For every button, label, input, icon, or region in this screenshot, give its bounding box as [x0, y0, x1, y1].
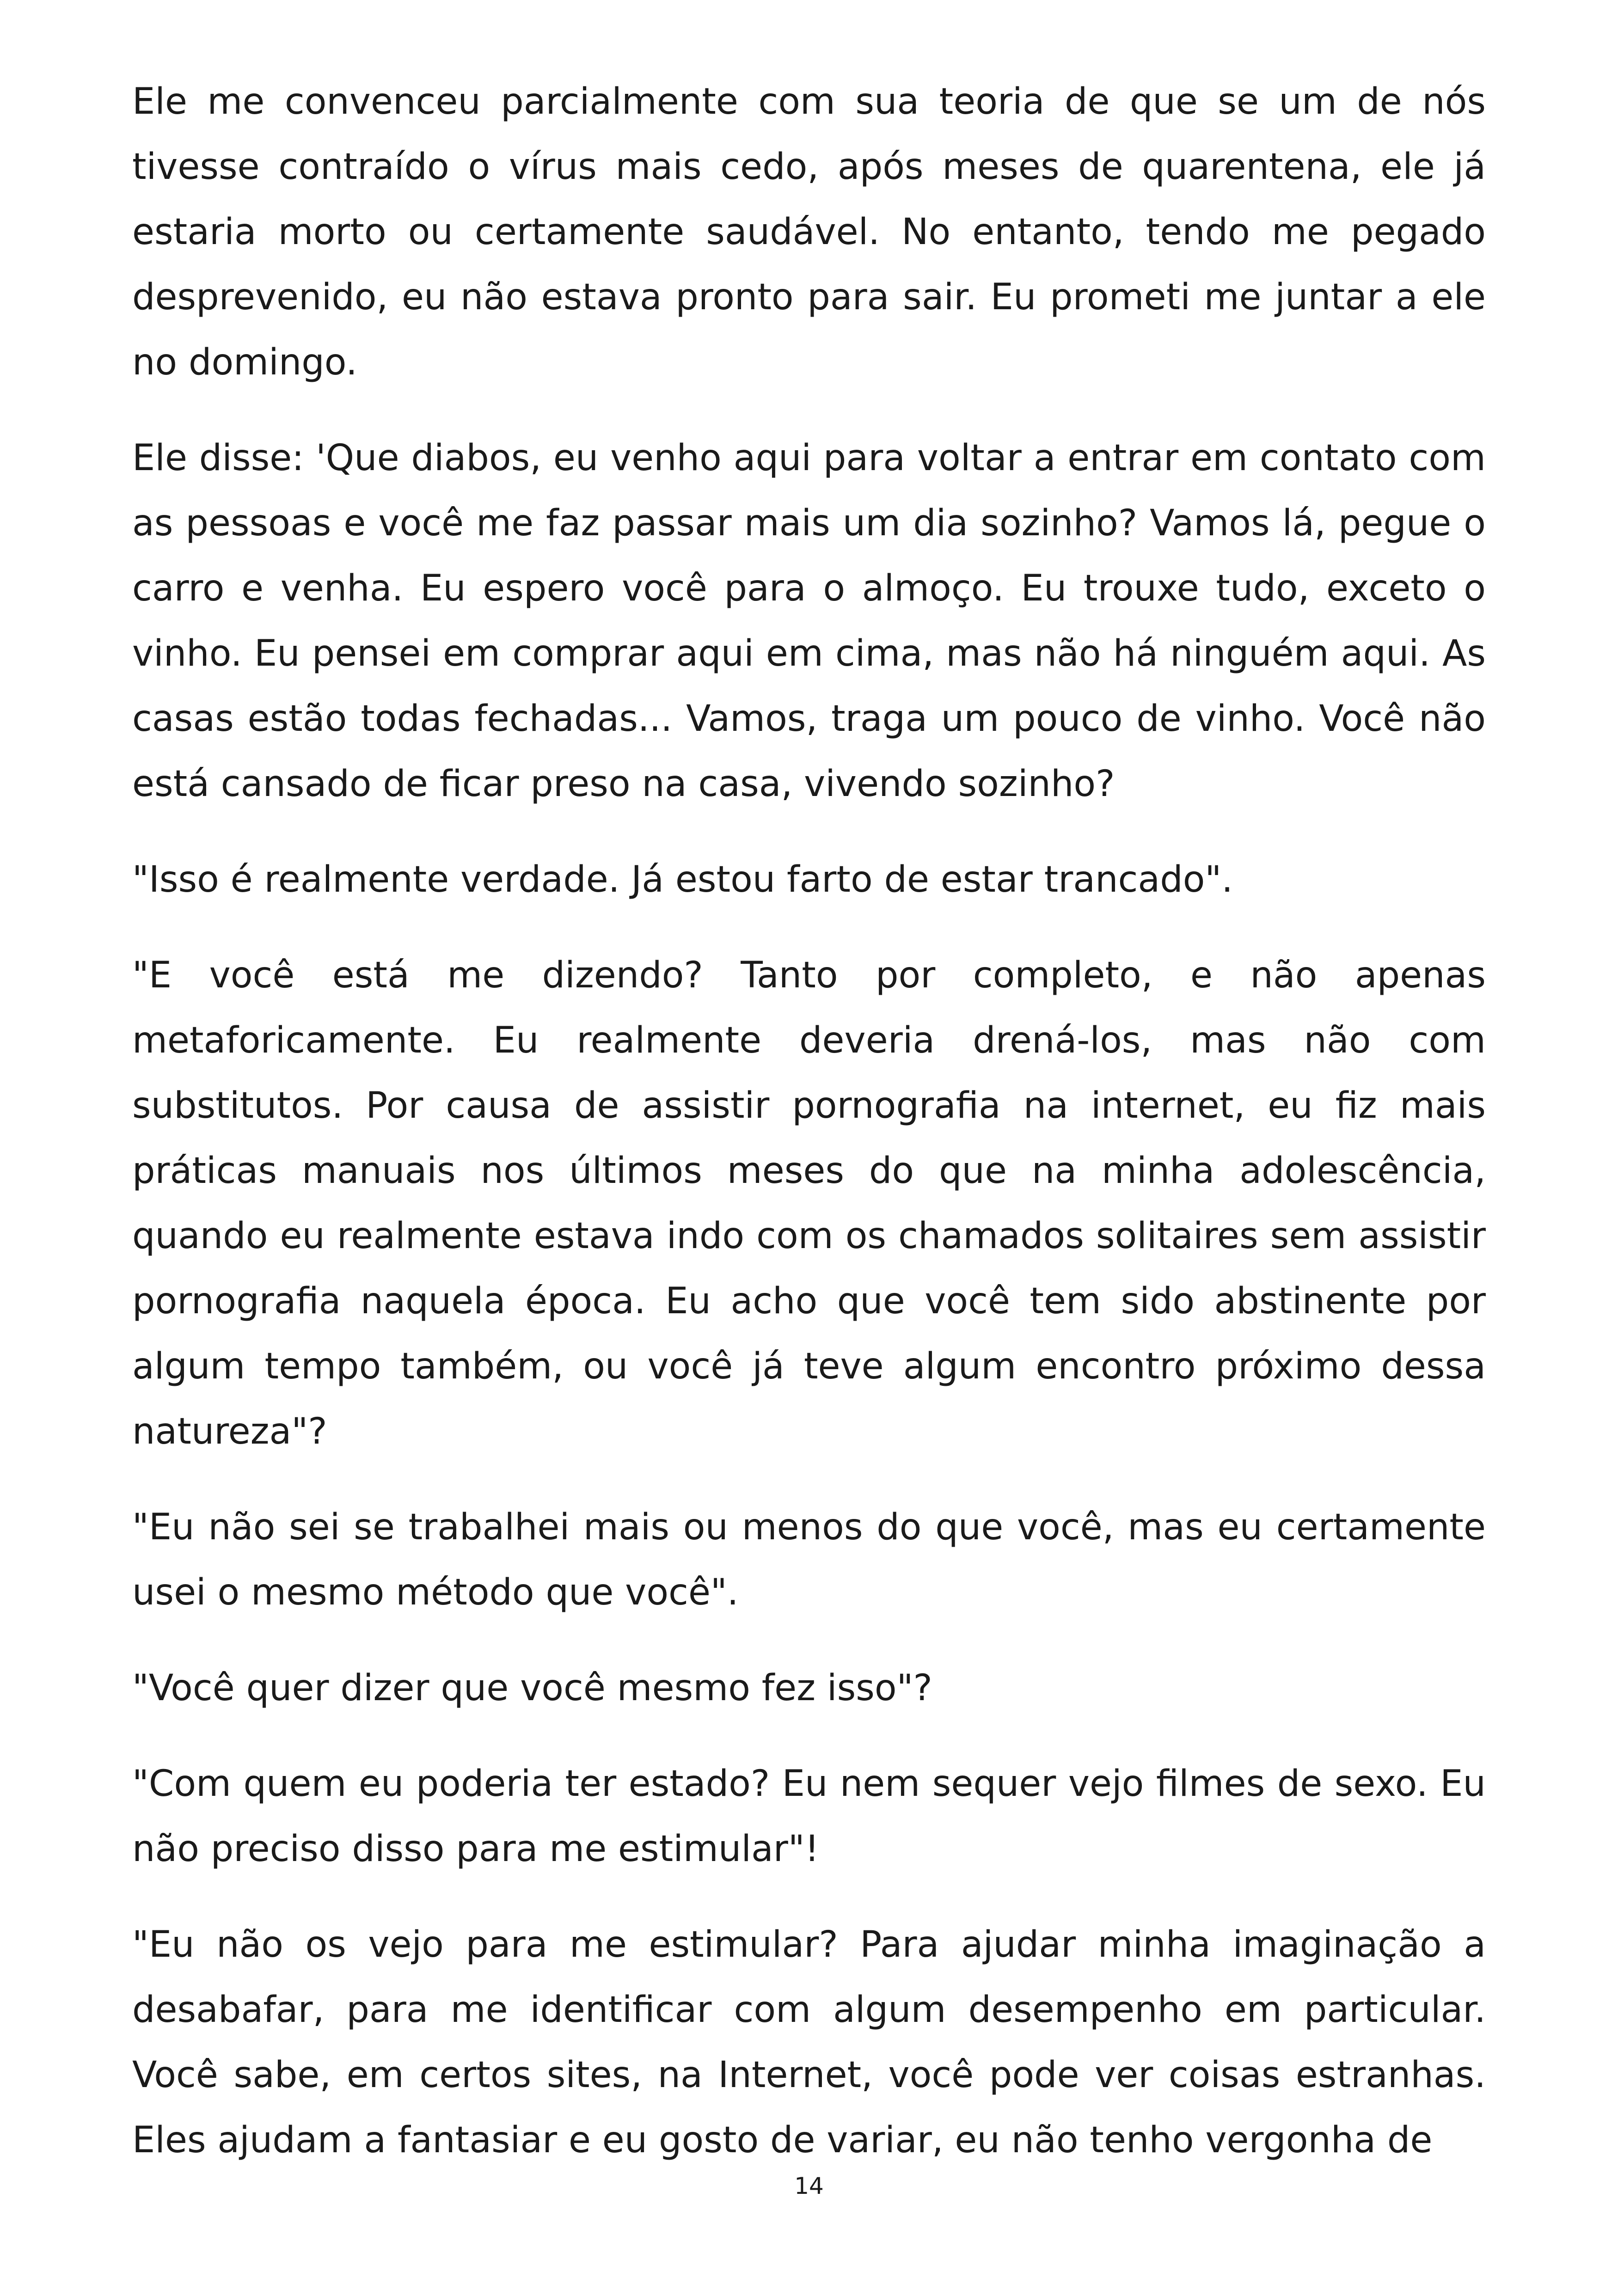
paragraph: "Isso é realmente verdade. Já estou farto de estar trancado". [132, 859, 1233, 900]
page-number: 14 [794, 2173, 824, 2199]
paragraph: "Eu não sei se trabalhei mais ou menos do que você, mas eu certamente usei o mesmo método que você". [132, 1506, 1486, 1613]
body-text [132, 69, 1486, 2204]
paragraph: "Você quer dizer que você mesmo fez isso"? [132, 1667, 932, 1709]
paragraph: "Com quem eu poderia ter estado? Eu nem sequer vejo filmes de sexo. Eu não preciso disso para me estimular"! [132, 1763, 1486, 1870]
paragraph: Ele me convenceu parcialmente com sua teoria de que se um de nós tivesse contraído o vírus mais cedo, após meses de quarentena, ele já estaria morto ou certamente saudável. No entanto, tendo me pegado desprevenido, eu não estava pronto para sair. Eu prometi me juntar a ele no domingo. [132, 81, 1486, 383]
paragraph: "E você está me dizendo? Tanto por completo, e não apenas metaforicamente. Eu realmente deveria drená-los, mas não com substitutos. Por causa de assistir pornografia na internet, eu fiz mais práticas manuais nos últimos meses do que na minha adolescência, quando eu realmente estava indo com os chamados solitaires sem assistir pornografia naquela época. Eu acho que você tem sido abstinente por algum tempo também, ou você já teve algum encontro próximo dessa natureza"? [132, 955, 1486, 1452]
paragraph: Ele disse: 'Que diabos, eu venho aqui para voltar a entrar em contato com as pessoas e você me faz passar mais um dia sozinho? Vamos lá, pegue o carro e venha. Eu espero você para o almoço. Eu trouxe tudo, exceto o vinho. Eu pensei em comprar aqui em cima, mas não há ninguém aqui. As casas estão todas fechadas... Vamos, traga um pouco de vinho. Você não está cansado de ficar preso na casa, vivendo sozinho? [132, 437, 1486, 805]
paragraph: "Eu não os vejo para me estimular? Para ajudar minha imaginação a desabafar, para me identificar com algum desempenho em particular. Você sabe, em certos sites, na Internet, você pode ver coisas estranhas. Eles ajudam a fantasiar e eu gosto de variar, eu não tenho vergonha de [132, 1924, 1486, 2161]
